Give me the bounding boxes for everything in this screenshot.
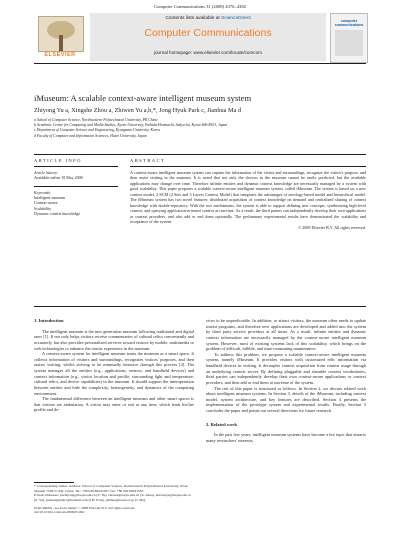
keywords-rule bbox=[34, 186, 118, 187]
article-info-heading: ARTICLE INFO bbox=[34, 158, 82, 163]
doi-line[interactable]: doi:10.1016/j.comcom.2008.05.004 bbox=[34, 510, 85, 515]
email-addresses: E-mail addresses: yuzhiyong@nwpu.edu.cn (Z. Yu), zhouxs@nwpu.edu.cn (X. Zhou), zhiwenyu@nwpu.edu.cn (Z. Yu), parkjonghyuk1@hotmail.com (J.H. Park), jianhua@hosei.ac.jp (J. Ma). bbox=[34, 493, 191, 502]
abstract-body bbox=[130, 170, 366, 230]
right-column bbox=[206, 318, 366, 444]
paper-title: iMuseum: A scalable context-aware intelligent museum system bbox=[34, 93, 252, 103]
divider-bottom bbox=[34, 306, 366, 307]
abstract-text: A context-aware intelligent museum system can capture the information of the visitor and surroundings, recognize the visitor's purpose, and then assist visiting in the museum. It is noted that not only the devices in the museum cannot be easily predicted, but the available applications may change over time. Therefore infinite entities and dynamic context knowledge are necessarily managed by a system with good scalability. This paper proposes a scalable context-aware intelligent museum system, called iMuseum. The system is based on a new context model, 2-SCM (2 Sets and 3 Layers Context Model) that integrates the advantages of ontology-based model and hierarchical model. The iMuseum system has two novel features: distributed acquisition of context knowledge on demand and centralized sharing of context knowledge with double-repository. With the two mechanisms, the system is able to support defining new concepts, synthesizing high-level context, and querying application-oriented context at run-time. As a result, the third parties can independently develop their own applications or context providers, and also add or end them optionally. The preliminary experimental results have demonstrated the scalability and acceptance of the system. bbox=[130, 170, 366, 225]
author-list: Zhiyong Yu a, Xingshe Zhou a, Zhiwen Yu a,b,*, Jong Hyuk Park c, Jianhua Ma d bbox=[34, 107, 242, 114]
affiliation-d: d Faculty of Computer and Information Sciences, Hosei University, Japan bbox=[34, 133, 147, 138]
corresponding-author-note: * Corresponding author. Address: School of Computer Science, Northwestern Polytechnical University, Xi'an, Shaanxi 710072, P.R. China. Tel.: +86 029 88431587; fax: +86 029 88431587. bbox=[34, 484, 189, 493]
abstract-heading: ABSTRACT bbox=[130, 158, 166, 163]
footer-identifiers bbox=[34, 506, 194, 515]
journal-header bbox=[34, 13, 366, 61]
publisher-logo bbox=[34, 13, 86, 61]
keyword: Intelligent museum bbox=[34, 195, 65, 201]
history-label: Article history: bbox=[34, 170, 59, 175]
affiliation-a: a School of Computer Science, Northwestern Polytechnical University, PR China bbox=[34, 118, 158, 122]
header-rule bbox=[34, 63, 366, 64]
paragraph: In the past few years, intelligent museum systems have become a hot topic that attracts many researchers' interests. bbox=[206, 432, 366, 443]
history-value: Available online 18 May 2008 bbox=[34, 175, 83, 181]
keyword: Dynamic context knowledge bbox=[34, 210, 80, 216]
header-center bbox=[90, 13, 326, 61]
cover-title: computer communications bbox=[334, 19, 364, 27]
paragraph: vices to be unpredictable. In addition, to attract visitors, the museum often needs to update tourist programs, and therefore new applications are developed and added into the system by third party service providers at all times. As a result, infinite entities and dynamic context information are necessarily managed by the context-aware intelligent museum system. However, most of existing systems lack of this scalability, which brings on the problem of difficult, fallible, and time-consuming maintenance. bbox=[206, 318, 366, 352]
affiliation-b: b Academic Center for Computing and Media Studies, Kyoto University, Yoshida-Honmachi, Sakyo-ku, Kyoto 606-8501, Japan bbox=[34, 123, 228, 128]
journal-title: Computer Communications bbox=[144, 27, 272, 39]
section-heading: 1. Introduction bbox=[34, 318, 64, 323]
paragraph: The intelligent museum is the new generation museum following traditional and digital ones [1]. It not only helps visitors receive commentaries of cultural relics conveniently and accurately, but also provides personalized services toward visitors by mobile, multimedia or web technologies to enhance the tourist experience in the museum. bbox=[34, 328, 194, 351]
journal-cover bbox=[330, 13, 368, 63]
footnotes bbox=[34, 482, 194, 502]
keyword: Context-aware bbox=[34, 200, 58, 206]
paragraph: To address this problem, we propose a scalable context-aware intelligent museum system, namely iMuseum. It provides visitors with customized relic information via handheld devices in visiting. It decouples context acquisition from context usage through an underlying context server. By defining pluggable and sharable context vocabularies, third parties can independently develop their own context-aware applications or context providers, and then add or end them at run-time of the system. bbox=[206, 351, 366, 385]
journal-reference: Computer Communications 31 (2008) 4376–4382 bbox=[154, 4, 246, 9]
paragraph: The fundamental difference between an intelligent museum and other smart spaces is that visitors are ambulatory. A visitor may enter or exit at any time, which leads his/her profile and de- bbox=[34, 396, 194, 413]
keywords-block bbox=[34, 190, 118, 216]
issn-line: 0140-3664/$ - see front matter © 2008 Elsevier B.V. All rights reserved. bbox=[34, 506, 136, 510]
abstract-rule bbox=[130, 166, 366, 167]
keywords-label: Keywords: bbox=[34, 190, 52, 195]
section-heading: 2. Related work bbox=[206, 421, 238, 427]
contents-prefix: Contents lists available at bbox=[165, 16, 222, 21]
copyright: © 2008 Elsevier B.V. All rights reserved. bbox=[297, 224, 366, 230]
article-history bbox=[34, 170, 118, 180]
affiliations bbox=[34, 118, 366, 139]
sciencedirect-link[interactable]: ScienceDirect bbox=[221, 16, 251, 21]
journal-homepage[interactable]: journal homepage: www.elsevier.com/locate/comcom bbox=[153, 50, 262, 55]
info-rule bbox=[34, 166, 118, 167]
divider-top bbox=[34, 154, 366, 155]
paragraph: A context-aware system for intelligent museum treats the museum as a smart space. It collects information of visitors and surroundings, recognizes visitors' purposes, and then assists visiting, whiles striving to be minimally intrusive through this process [2]. The system manages all the entities (e.g., applications, sensors, and handheld devices) and context information (e.g., visitor location and profile, surrounding light and temperature, cultural relics, and device capabilities) in the museum. It should support the interoperation between entities and hide the complexity, heterogeneity, and dynamics of the computing environment. bbox=[34, 351, 194, 396]
contents-line bbox=[90, 16, 326, 21]
left-column bbox=[34, 318, 194, 413]
publisher-name: ELSEVIER bbox=[44, 52, 76, 58]
affiliation-c: c Department of Computer Science and Engineering, Kyungnam University, Korea bbox=[34, 128, 160, 133]
paragraph: The rest of this paper is structured as follows. In Section 2, we discuss related work about intelligent museum systems. In Section 3, details of the iMuseum, including context model, system architecture, and key features are described. Section 4 presents the implementation of the prototype system and experimental results. Finally, Section 5 concludes the paper and points out several directions for future research. bbox=[206, 385, 366, 413]
tree-icon bbox=[38, 16, 84, 52]
keyword: Scalability bbox=[34, 205, 52, 211]
cover-image bbox=[335, 30, 363, 56]
